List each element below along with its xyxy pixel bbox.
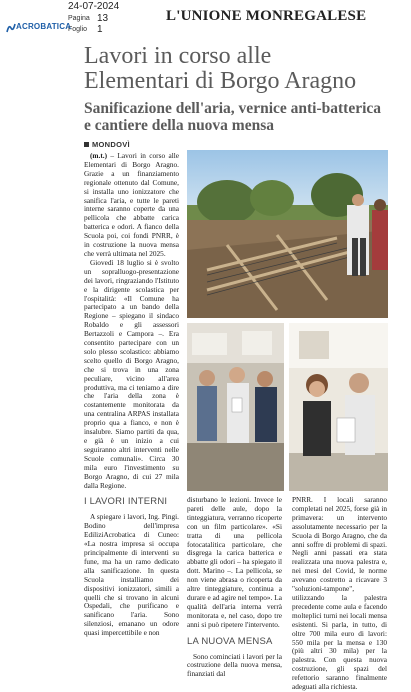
section-name: MONDOVÌ (92, 140, 130, 149)
paragraph: disturbano le lezioni. Invece le pareti delle aule, dopo la tinteggiatura, verranno ricoperte con un film particolare». «Si tratta di una pellicola fotocatalitica particolare, che disgrega la carica batterica e abbatte gli odori – ha spiegato il dott. Marino –. La pellicola, se non viene abrasa o ricoperta da altre tinteggiature, continua a durare e ad agire nel tempo». La qualità dell'aria interna verrà monitorata e, nel caso, dopo tre anni si può ripetere l'intervento. (187, 495, 282, 629)
officials-photo (187, 323, 284, 491)
subtitle-line-1: Sanificazione dell'aria, vernice anti-batterica (84, 100, 382, 117)
headline-line-1: Lavori in corso alle (84, 43, 272, 69)
article-column-1 (84, 152, 179, 638)
page-number-row (68, 15, 128, 22)
sheet-number: 1 (97, 24, 103, 35)
byline: (m.t.) (90, 151, 108, 160)
article-column-2 (187, 496, 282, 679)
page-label: Pagina (68, 15, 90, 22)
paragraph: PNRR. I locali saranno completati nel 2025, forse già in primavera: un intervento assolutamente necessario per la Scuola di Borgo Aragno, che da anni soffre di problemi di spazi. Negli anni passati era stata realizzata una nuova palestra e, nei mesi del Covid, le norme avevano costretto a ricavare 3 "soluzioni-tampone", utilizzando la palestra precedente come aula e facendo molteplici turni nei locali mensa esistenti. Si parla, in tutto, di oltre 700 mila euro di lavori: 550 mila per la mensa e 130 (più altri 30 mila) per la palestra. Con questa nuova costruzione, gli spazi del refettorio saranno finalmente adeguati alla richiesta. (292, 495, 387, 692)
page-number: 13 (97, 13, 109, 24)
section-label (84, 140, 130, 149)
logo-text: ACROBATICA (16, 22, 72, 31)
paragraph: Sono cominciati i lavori per la costruzione della nuova mensa, finanziati dal (187, 651, 282, 679)
construction-site-photo (187, 150, 388, 318)
paragraph (84, 152, 179, 259)
acrobatica-logo (6, 22, 72, 34)
article-headline (84, 44, 406, 94)
paragraph: A spiegare i lavori, Ing. Pingi. Bodino dell'impresa EdiliziAcrobatica di Cuneo: «La nostra impresa si occupa principalmente di interventi su fune, ma ha un ramo dedicato alla sanificazione. In questa Scuola installiamo dei dispositivi ionizzatori, simili a quelli che si trovano in alcuni Ospedali, che purificano e sanificano l'aria. Sono silenziosi, emanano un odore quasi impercettibile e non (84, 512, 179, 638)
section-square-icon (84, 142, 89, 147)
subhead-lavori-interni: I LAVORI INTERNI (84, 496, 168, 508)
subtitle-line-2: e cantiere della nuova mensa (84, 117, 275, 134)
presenters-photo (289, 323, 388, 491)
article-subtitle (84, 100, 406, 134)
newspaper-masthead: L'UNIONE MONREGALESE (166, 8, 367, 24)
subhead-nuova-mensa: LA NUOVA MENSA (187, 635, 273, 647)
headline-line-2: Elementari di Borgo Aragno (84, 68, 357, 94)
acrobatica-rope-icon (6, 23, 16, 33)
sheet-label: Foglio (68, 26, 88, 33)
paragraph: Giovedì 18 luglio si è svolto un sopralluogo-presentazione dei lavori, ringraziando l'Istituto e la dirigente scolastica per l'ospitalità: «Il Comune ha partecipato a un bando della Regione – spiegano il sindaco Robaldo e gli assessori Bertazzoli e Campora –. Era consentito partecipare con un solo plesso scolastico: abbiamo scelto quello di Borgo Aragno, che si trova in una zona peculiare, vicino all'area produttiva, ma ci teniamo a dire che l'aria della zona è costantemente monitorata da una centralina ARPAS installata proprio qua a fianco, e non è insalubre. Siamo partiti da qua, e già è un inizio a cui seguiranno altri interventi nelle Scuole comunali». Circa 30 mila euro l'investimento su Borgo Aragno, di cui 27 mila dalla Regione. (84, 257, 179, 490)
article-column-3 (292, 496, 387, 692)
sheet-number-row (68, 26, 128, 33)
publication-date: 24-07-2024 (68, 1, 120, 12)
paragraph-text: – Lavori in corso alle Elementari di Borgo Aragno. Grazie a un finanziamento regionale ottenuto dal Comune, si installa uno ionizzatore che sanifica l'aria, e tutte le pareti interne saranno coperte da una pellicola che abbatte carica batterica e odori. A fianco della Scuola poi, coi fondi PNRR, è in costruzione la nuova mensa che verrà ultimata nel 2025. (84, 151, 179, 258)
